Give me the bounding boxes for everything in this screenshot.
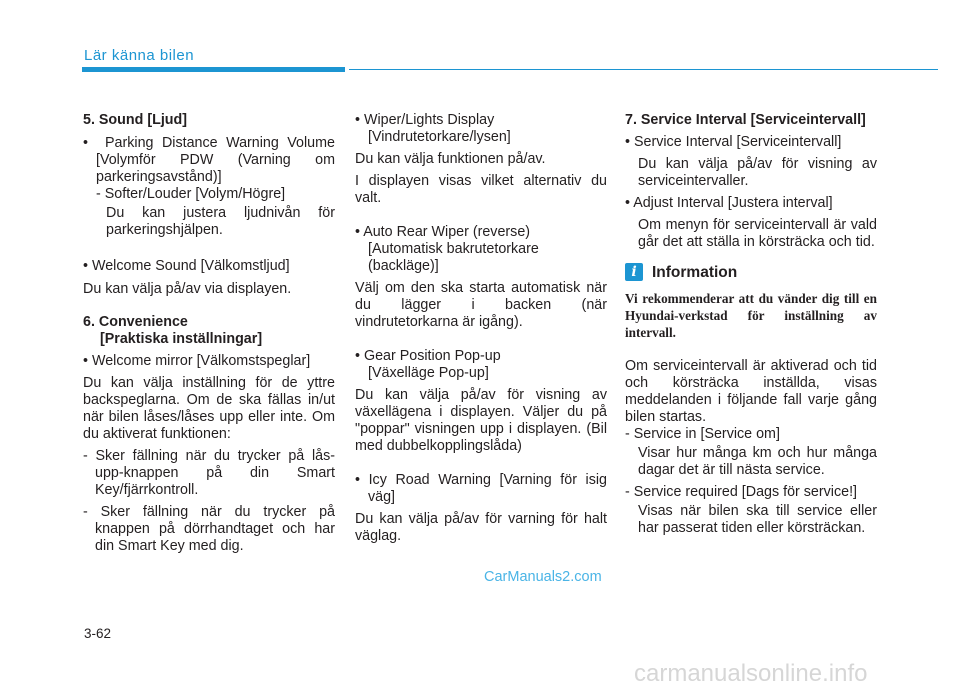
- footer-watermark: carmanualsonline.info: [634, 660, 868, 687]
- welcome-sound-desc: Du kan välja på/av via displayen.: [83, 281, 292, 297]
- column-1: [83, 112, 335, 555]
- softer-desc: Du kan justera ljudnivån för parkeringshjälpen.: [106, 205, 335, 238]
- info-icon: i: [625, 263, 643, 281]
- info-bold-note: Vi rekommenderar att du vänder dig till en Hyundai-verkstad för inställning av intervall.: [625, 291, 877, 340]
- adjust-interval-desc: Om menyn för serviceintervall är vald går det att ställa in körsträcka och tid.: [638, 217, 877, 250]
- section-heading-service: 7. Service Interval [Serviceintervall]: [625, 112, 866, 128]
- mirror-dash-1: - Sker fällning när du trycker på lås-upp-knappen på din Smart Key/fjärrkontroll.: [83, 448, 335, 498]
- info-header: [625, 263, 877, 281]
- icy-road-desc: Du kan välja på/av för varning för halt väglag.: [355, 511, 607, 544]
- header-rule-thin: [349, 69, 938, 70]
- header-title: Lär känna bilen: [84, 47, 195, 64]
- mirror-desc: Du kan välja inställning för de yttre backspeglarna. Om de ska fällas in/ut när bilen låses/låses upp eller inte. Om du aktiverat funktionen:: [83, 375, 335, 442]
- list-item-adjust-interval: • Adjust Interval [Justera interval]: [625, 195, 833, 211]
- wiper-desc-1: Du kan välja funktionen på/av.: [355, 151, 546, 167]
- watermark-link[interactable]: CarManuals2.com: [484, 569, 602, 585]
- list-item-wiper: • Wiper/Lights Display: [355, 112, 495, 128]
- page-number: 3-62: [84, 626, 112, 641]
- info-title: Information: [652, 263, 738, 281]
- list-item-rear-wiper: • Auto Rear Wiper (reverse): [355, 224, 531, 240]
- section-heading-sound: 5. Sound [Ljud]: [83, 112, 188, 128]
- list-item-pdw: • Parking Distance Warning Volume [Volymför PDW (Varning om parkeringsavstånd)]: [83, 135, 335, 185]
- service-in-desc: Visar hur många km och hur många dagar det är till nästa service.: [638, 445, 877, 478]
- info-desc: Om serviceintervall är aktiverad och tid och körsträcka inställda, visas meddelanden i följande fall varje gång bilen startas.: [625, 358, 877, 425]
- rear-wiper-sub: [Automatisk bakrutetorkare (backläge)]: [368, 241, 539, 274]
- mirror-dash-2: - Sker fällning när du trycker på knappen på dörrhandtaget och har din Smart Key med dig.: [83, 504, 335, 554]
- wiper-desc-2: I displayen visas vilket alternativ du valt.: [355, 173, 607, 206]
- rear-wiper-desc: Välj om den ska starta automatisk när du lägger i backen (när vindrutetorkarna är igång).: [355, 280, 607, 330]
- column-2: [355, 112, 607, 545]
- header-rule-thick: [82, 67, 345, 72]
- service-interval-desc: Du kan välja på/av för visning av serviceintervaller.: [638, 156, 877, 189]
- gear-desc: Du kan välja på/av för visning av växellägena i displayen. Väljer du på "poppar" visningen upp i displayen. (Bil med dubbelkopplingslåda): [355, 387, 607, 454]
- welcome-sound: • Welcome Sound [Välkomstljud]: [83, 258, 290, 274]
- list-item-service-interval: • Service Interval [Serviceintervall]: [625, 134, 842, 150]
- gear-sub: [Växelläge Pop-up]: [368, 365, 489, 381]
- section-heading-convenience: 6. Convenience: [83, 314, 188, 330]
- list-item-gear: • Gear Position Pop-up: [355, 348, 501, 364]
- dash-service-required: - Service required [Dags för service!]: [625, 484, 858, 500]
- column-3: [625, 112, 877, 537]
- section-heading-convenience-sub: [Praktiska inställningar]: [100, 331, 263, 347]
- service-required-desc: Visas när bilen ska till service eller har passerat tiden eller körsträckan.: [638, 503, 877, 536]
- dash-softer: - Softer/Louder [Volym/Högre]: [96, 186, 286, 202]
- list-item-mirror: • Welcome mirror [Välkomstspeglar]: [83, 353, 311, 369]
- dash-service-in: - Service in [Service om]: [625, 426, 780, 442]
- wiper-sub: [Vindrutetorkare/lysen]: [368, 129, 511, 145]
- list-item-icy-road: • Icy Road Warning [Varning för isig väg]: [355, 472, 607, 505]
